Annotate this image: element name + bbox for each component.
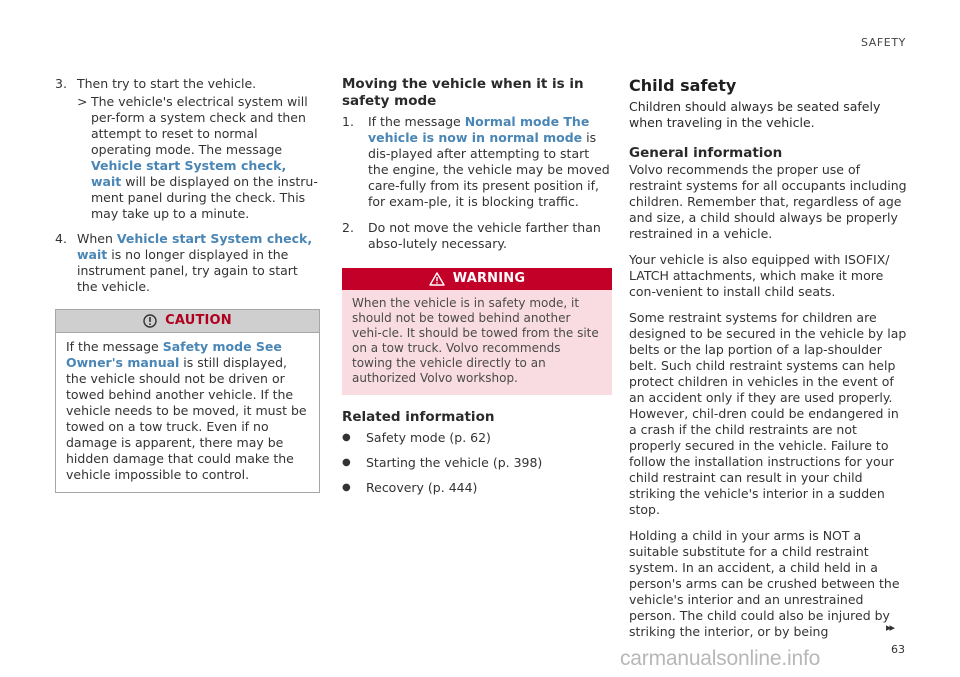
step-text: If the message: [368, 114, 465, 129]
left-column: [55, 76, 320, 493]
section-heading: Moving the vehicle when it is in safety mode: [342, 76, 584, 109]
bullet-icon: ●: [342, 432, 351, 443]
step-1: [342, 114, 612, 210]
caution-circle-icon: [143, 314, 157, 328]
warning-triangle-icon: [429, 272, 445, 286]
related-heading: Related information: [342, 409, 495, 425]
related-item[interactable]: [342, 430, 612, 446]
caution-box: [55, 309, 320, 493]
page-heading: Child safety: [629, 76, 737, 95]
message-highlight: Vehicle start System check, wait: [77, 231, 313, 262]
result-text: The vehicle's electrical system will per-form a system check and then attempt to reset to normal operating mode. The message: [91, 94, 308, 157]
warning-box: [342, 268, 612, 395]
related-link[interactable]: Safety mode (p. 62): [366, 430, 491, 445]
section-title: SAFETY: [860, 36, 906, 49]
step-text: Do not move the vehicle farther than abso-lutely necessary.: [368, 220, 601, 251]
caution-title: CAUTION: [165, 313, 232, 328]
step-text: Then try to start the vehicle.: [77, 76, 257, 91]
warning-title: WARNING: [452, 271, 526, 286]
caution-text: [56, 333, 319, 492]
paragraph: Volvo recommends the proper use of restraint systems for all occupants including children. Remember that, regardless of age and size, a child should always be properly restrained in a vehicle.: [629, 162, 907, 241]
related-link[interactable]: Starting the vehicle (p. 398): [366, 455, 543, 470]
related-link[interactable]: Recovery (p. 444): [366, 480, 478, 495]
bullet-icon: ●: [342, 482, 351, 493]
related-item[interactable]: [342, 480, 612, 496]
paragraph: Some restraint systems for children are designed to be secured in the vehicle by lap belts or the lap portion of a lap-shoulder belt. Such child restraint systems can help protect children in vehicles in the event of an accident only if they are used properly. However, chil-dren could be endangered in a crash if the child restraints are not properly secured in the vehicle. Failure to follow the installation instructions for your child restraint can result in your child striking the vehicle's interior in a sudden stop.: [629, 310, 907, 517]
step-result: [77, 94, 320, 222]
middle-column: [342, 76, 612, 505]
message-highlight: Normal mode The vehicle is now in normal mode: [368, 114, 590, 145]
sub-heading: General information: [629, 145, 783, 161]
caution-header: [56, 310, 319, 333]
step-text: When: [77, 231, 117, 246]
right-column: [629, 76, 907, 650]
message-highlight: Safety mode See Owner's manual: [66, 339, 282, 370]
related-item[interactable]: [342, 455, 612, 471]
caution-text-end: is still displayed, the vehicle should not be driven or towed behind another vehicle. If the vehicle needs to be moved, it must be towed on a tow truck. Even if no damage is apparent, there may be hidden damage that could make the vehicle impossible to control.: [66, 355, 307, 482]
warning-header: [342, 268, 612, 290]
step-number: 4.: [55, 231, 67, 246]
message-highlight: Vehicle start System check, wait: [91, 158, 287, 189]
result-marker: >: [77, 94, 88, 109]
step-text-end: is dis-played after attempting to start the engine, the vehicle may be moved care-fully from its present position if, for exam-ple, it is blocking traffic.: [368, 130, 610, 209]
warning-text: When the vehicle is in safety mode, it should not be towed behind another vehi-cle. It should be towed from the site on a tow truck. Volvo recommends towing the vehicle directly to an authorized Volvo workshop.: [342, 290, 612, 395]
intro-text: Children should always be seated safely when traveling in the vehicle.: [629, 99, 881, 130]
next-page-icon[interactable]: ▸▸: [886, 621, 894, 634]
step-number: 1.: [342, 114, 354, 129]
caution-text-start: If the message: [66, 339, 163, 354]
watermark: carmanualsonline.info: [620, 647, 821, 670]
bullet-icon: ●: [342, 457, 351, 468]
paragraph: Your vehicle is also equipped with ISOFIX/ LATCH attachments, which make it more con-venient to install child seats.: [629, 252, 890, 299]
result-text-end: will be displayed on the instru-ment panel during the check. This may take up to a minute.: [91, 174, 318, 221]
page-number: 63: [891, 643, 905, 656]
step-3: [55, 76, 320, 222]
step-text-end: is no longer displayed in the instrument panel, try again to start the vehicle.: [77, 247, 298, 294]
step-number: 3.: [55, 76, 67, 91]
paragraph: Holding a child in your arms is NOT a suitable substitute for a child restraint system. In an accident, a child held in a person's arms can be crushed between the vehicle's interior and an unrestrained person. The child could also be injured by striking the interior, or by being: [629, 528, 900, 639]
step-2: [342, 220, 612, 252]
step-number: 2.: [342, 220, 354, 235]
step-4: [55, 231, 320, 295]
